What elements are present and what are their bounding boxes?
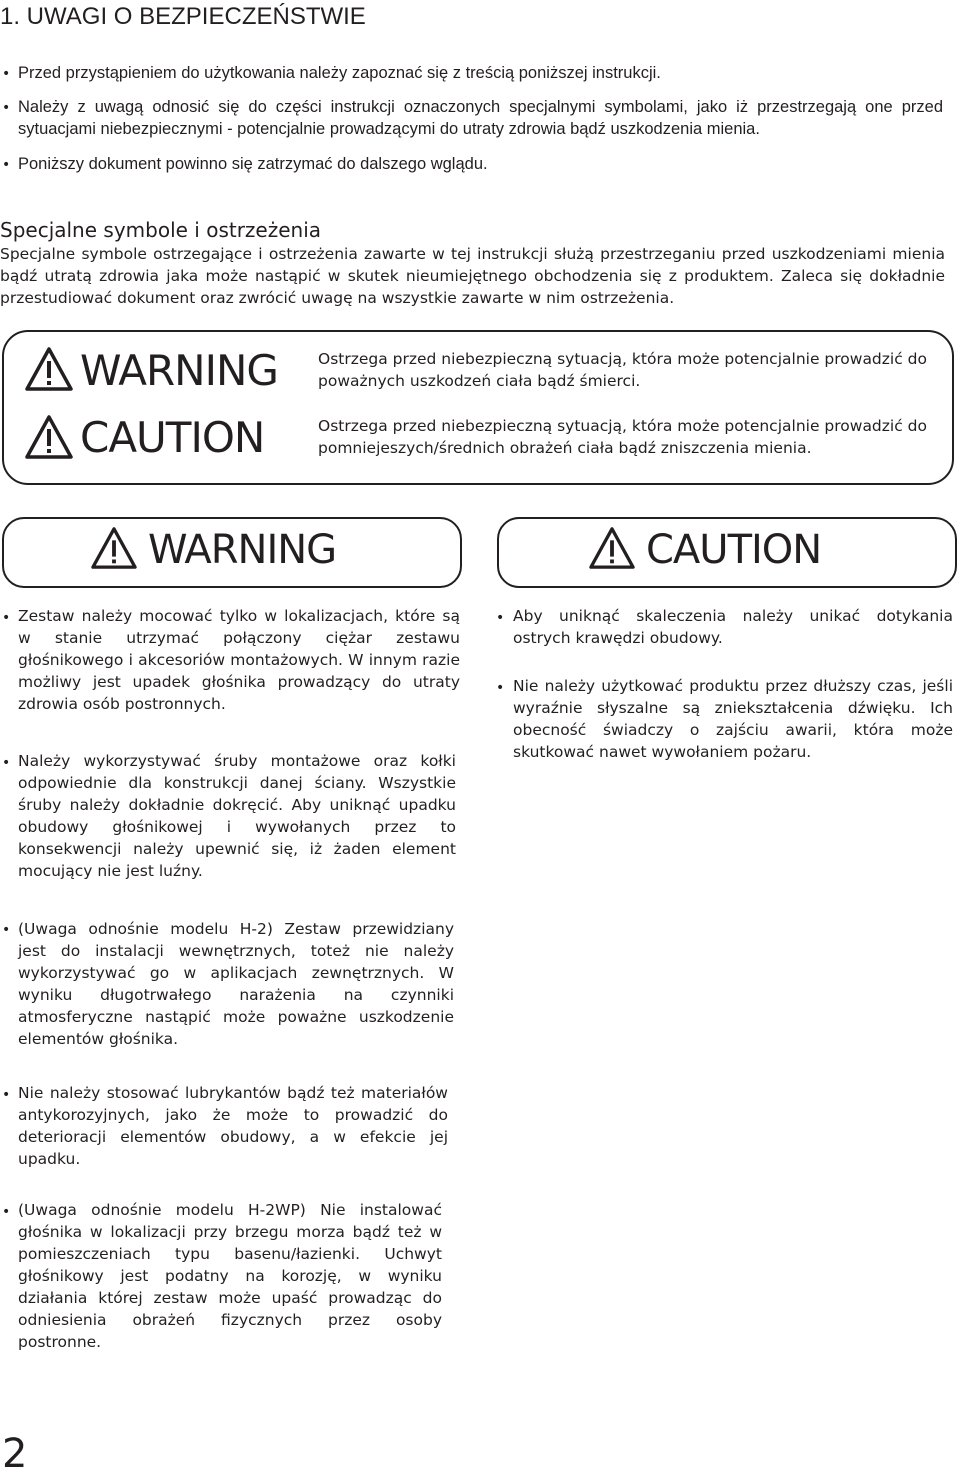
page-number: 2 bbox=[2, 1431, 28, 1477]
intro-item: Poniższy dokument powinno się zatrzymać do dalszego wglądu. bbox=[18, 155, 488, 173]
caution-item: Aby uniknąć skaleczenia należy unikać dotykania ostrych krawędzi obudowy. bbox=[513, 607, 953, 647]
section-title: 1. UWAGI O BEZPIECZEŃSTWIE bbox=[0, 3, 366, 30]
warning-triangle-icon bbox=[24, 346, 74, 392]
warning-label: WARNING bbox=[80, 346, 278, 395]
subheading: Specjalne symbole i ostrzeżenia bbox=[0, 218, 322, 242]
caution-item: Nie należy użytkować produktu przez dłuższy czas, jeśli wyraźnie słyszalne są zniekształcenia dźwięku. Ich obecność świadczy o zajściu awarii, która może skutkować nawet wywołaniem pożaru. bbox=[513, 677, 953, 761]
warning-item: Zestaw należy mocować tylko w lokalizacjach, które są w stanie utrzymać połączony ciężar zestawu głośnikowego i akcesoriów montażowych. W innym razie możliwy jest upadek głośnika prowadzący do utraty zdrowia osób postronnych. bbox=[18, 607, 460, 713]
warning-header-label: WARNING bbox=[148, 527, 337, 573]
bullet-icon: • bbox=[2, 1204, 11, 1220]
warning-triangle-icon bbox=[90, 526, 138, 570]
warning-item: (Uwaga odnośnie modelu H-2) Zestaw przewidziany jest do instalacji wewnętrznych, toteż nie należy wykorzystywać go w aplikacjach zewnętrznych. W wyniku długotrwałego narażenia na czynniki atmosferyczne nastąpić może poważne uszkodzenie elementów głośnika. bbox=[18, 920, 454, 1048]
bullet-icon: • bbox=[2, 100, 11, 116]
caution-label: CAUTION bbox=[80, 413, 265, 462]
caution-description: Ostrzega przed niebezpieczną sytuacją, która może potencjalnie prowadzić do pomniejeszych/średnich obrażeń ciała bądź zniszczenia mienia. bbox=[318, 417, 927, 457]
bullet-icon: • bbox=[496, 610, 505, 626]
warning-item: Nie należy stosować lubrykantów bądź też materiałów antykorozyjnych, jako że może to prowadzić do deterioracji elementów obudowy, a w efekcie jej upadku. bbox=[18, 1084, 448, 1168]
warning-triangle-icon bbox=[588, 526, 636, 570]
intro-item: Przed przystąpieniem do użytkowania należy zapoznać się z treścią poniższej instrukcji. bbox=[18, 64, 661, 82]
warning-triangle-icon bbox=[24, 414, 74, 460]
warning-description: Ostrzega przed niebezpieczną sytuacją, która może potencjalnie prowadzić do poważnych uszkodzeń ciała bądź śmierci. bbox=[318, 350, 927, 390]
bullet-icon: • bbox=[2, 66, 11, 82]
bullet-icon: • bbox=[496, 680, 505, 696]
intro-item: Należy z uwagą odnosić się do części instrukcji oznaczonych specjalnymi symbolami, jako iż przestrzegają one przed sytuacjami niebezpiecznymi - potencjalnie prowadzącymi do utraty zdrowia bądź uszkodzenia mienia. bbox=[18, 98, 943, 138]
symbols-text: Specjalne symbole ostrzegające i ostrzeżenia zawarte w tej instrukcji służą przestrzeganiu przed uszkodzeniami mienia bądź utratą zdrowia jaka może nastąpić w skutek nieumiejętnego obchodzenia się z produktem. Zaleca się dokładnie przestudiować dokument oraz zwrócić uwagę na wszystkie zawarte w nim ostrzeżenia. bbox=[0, 245, 945, 307]
bullet-icon: • bbox=[2, 922, 11, 938]
bullet-icon: • bbox=[2, 157, 11, 173]
caution-header-label: CAUTION bbox=[646, 527, 822, 573]
warning-item: (Uwaga odnośnie modelu H-2WP) Nie instalować głośnika w lokalizacji przy brzegu morza bądź też w pomieszczeniach typu basenu/łazienki. Uchwyt głośnikowy jest podatny na korozję, w wyniku działania której zestaw może upaść prowadząc do odniesienia obrażeń fizycznych przez osoby postronne. bbox=[18, 1201, 442, 1351]
bullet-icon: • bbox=[2, 610, 11, 626]
warning-item: Należy wykorzystywać śruby montażowe oraz kołki odpowiednie dla konstrukcji danej ściany. Wszystkie śruby należy dokładnie dokręcić. Aby uniknąć upadku obudowy głośnikowej i wywołanych przez to konsekwencji należy upewnić się, iż żaden element mocujący nie jest luźny. bbox=[18, 752, 456, 880]
bullet-icon: • bbox=[2, 755, 11, 771]
bullet-icon: • bbox=[2, 1087, 11, 1103]
